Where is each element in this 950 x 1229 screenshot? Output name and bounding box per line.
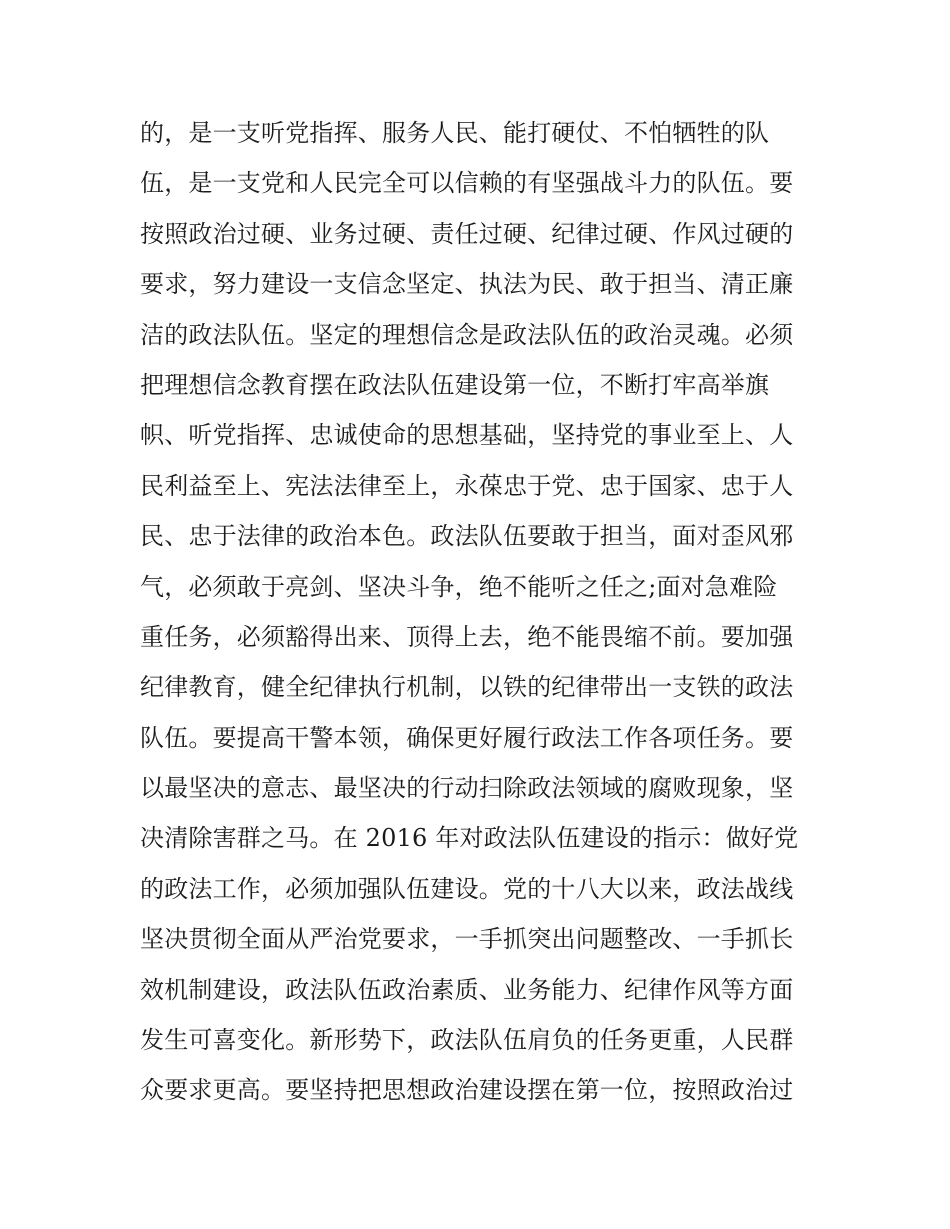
text-line-1: 的，是一支听党指挥、服务人民、能打硬仗、不怕牺牲的队 — [140, 119, 770, 147]
text-line-9: 民、忠于法律的政治本色。政法队伍要敢于担当，面对歪风邪 — [140, 522, 794, 551]
text-line-13: 队伍。要提高干警本领，确保更好履行政法工作各项任务。要 — [140, 723, 794, 752]
text-line-3: 按照政治过硬、业务过硬、责任过硬、纪律过硬、作风过硬的 — [140, 219, 794, 248]
text-line-5: 洁的政法队伍。坚定的理想信念是政法队伍的政治灵魂。必须 — [140, 320, 794, 349]
body-text — [140, 108, 820, 1116]
text-line-2: 伍，是一支党和人民完全可以信赖的有坚强战斗力的队伍。要 — [140, 169, 794, 198]
text-line-18: 效机制建设，政法队伍政治素质、业务能力、纪律作风等方面 — [140, 975, 794, 1004]
text-line-16: 的政法工作，必须加强队伍建设。党的十八大以来，政法战线 — [140, 874, 794, 903]
text-line-12: 纪律教育，健全纪律执行机制，以铁的纪律带出一支铁的政法 — [140, 673, 794, 702]
text-line-15: 决清除害群之马。在 2016 年对政法队伍建设的指示：做好党 — [140, 824, 799, 853]
text-line-19: 发生可喜变化。新形势下，政法队伍肩负的任务更重，人民群 — [140, 1026, 794, 1055]
text-line-7: 帜、听党指挥、忠诚使命的思想基础，坚持党的事业至上、人 — [140, 421, 794, 450]
text-line-14: 以最坚决的意志、最坚决的行动扫除政法领域的腐败现象，坚 — [140, 774, 794, 803]
text-line-4: 要求，努力建设一支信念坚定、执法为民、敢于担当、清正廉 — [140, 270, 794, 299]
text-line-6: 把理想信念教育摆在政法队伍建设第一位，不断打牢高举旗 — [140, 370, 770, 399]
text-line-11: 重任务，必须豁得出来、顶得上去，绝不能畏缩不前。要加强 — [140, 622, 794, 651]
text-line-20: 众要求更高。要坚持把思想政治建设摆在第一位，按照政治过 — [140, 1076, 794, 1105]
text-line-8: 民利益至上、宪法法律至上，永葆忠于党、忠于国家、忠于人 — [140, 471, 794, 500]
text-line-17: 坚决贯彻全面从严治党要求，一手抓突出问题整改、一手抓长 — [140, 925, 794, 954]
text-line-10: 气，必须敢于亮剑、坚决斗争，绝不能听之任之;面对急难险 — [140, 572, 778, 601]
